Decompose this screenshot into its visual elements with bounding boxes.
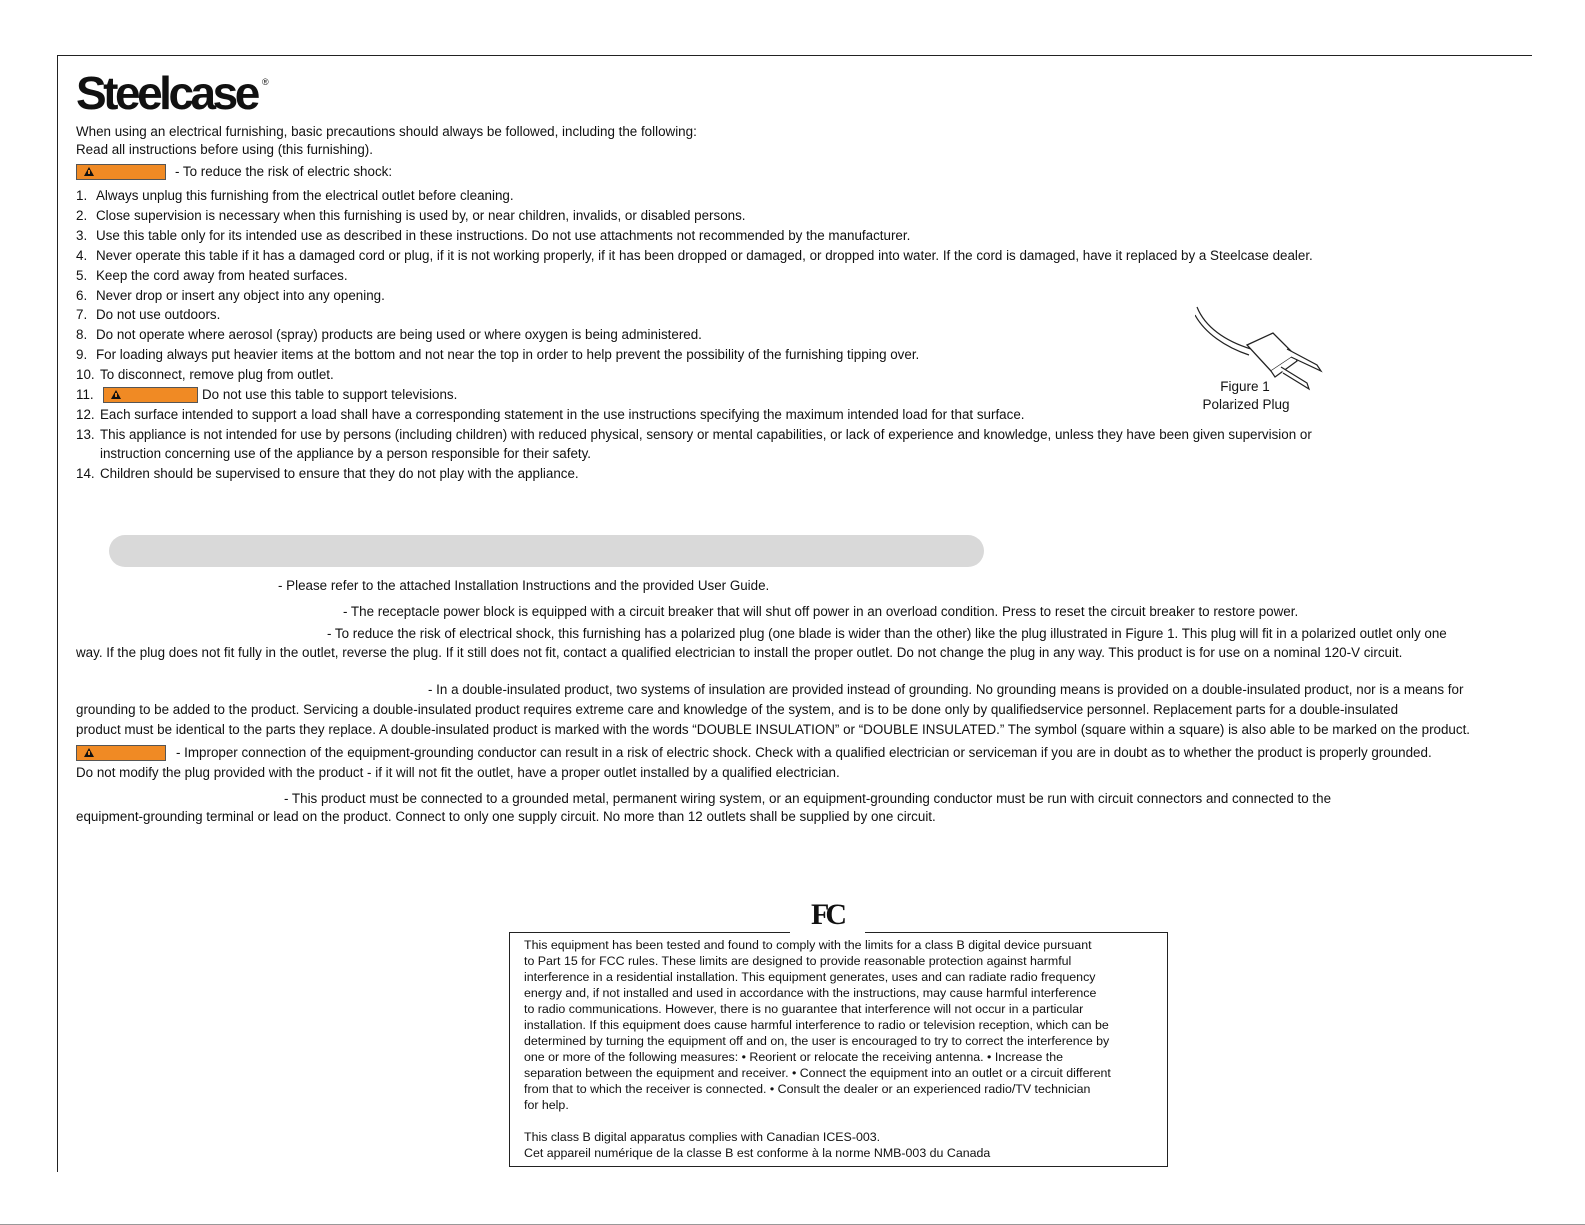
fcc-line: determined by turning the equipment off and on, the user is encouraged to try to correct the interference by	[524, 1034, 1110, 1048]
page-frame-top	[57, 55, 1532, 56]
fcc-line: This equipment has been tested and found to comply with the limits for a class B digital device pursuant	[524, 938, 1092, 952]
fcc-line: separation between the equipment and receiver. • Connect the equipment into an outlet or a circuit different	[524, 1066, 1111, 1080]
fcc-canada-fr: Cet appareil numérique de la classe B est conforme à la norme NMB-003 du Canada	[524, 1146, 991, 1160]
fcc-line: to radio communications. However, there is no guarantee that interference will not occur in a particular	[524, 1002, 1084, 1016]
list-item: 1. Always unplug this furnishing from the electrical outlet before cleaning.	[76, 188, 514, 203]
page-frame-left	[57, 55, 58, 1172]
warning-triangle-icon	[84, 748, 94, 757]
fcc-notice-text	[524, 937, 1164, 1161]
fcc-canada-en: This class B digital apparatus complies with Canadian ICES-003.	[524, 1130, 881, 1144]
warning-badge	[76, 745, 166, 761]
fcc-logo: FC	[811, 898, 843, 931]
fcc-line: energy and, if not installed and used in accordance with the instructions, may cause harmful interference	[524, 986, 1097, 1000]
warning-triangle-icon	[84, 167, 94, 176]
warning-badge	[76, 164, 166, 180]
list-item: 12. Each surface intended to support a load shall have a corresponding statement in the use instructions specifying the maximum intended load for that surface.	[76, 407, 1025, 422]
list-item-text: Do not use this table to support televisions.	[202, 387, 458, 402]
note-double-2: grounding to be added to the product. Servicing a double-insulated product requires extreme care and knowledge of the system, and is to be done only by qualifiedservice personnel. Replacement parts for a double-insulated	[76, 702, 1399, 717]
list-item: 8. Do not operate where aerosol (spray) products are being used or where oxygen is being administered.	[76, 327, 702, 342]
figure-caption-2: Polarized Plug	[1202, 397, 1290, 412]
note-perm-2: equipment-grounding terminal or lead on the product. Connect to only one supply circuit. No more than 12 outlets shall be supplied by one circuit.	[76, 809, 936, 824]
fcc-line: from that to which the receiver is connected. • Consult the dealer or an experienced radio/TV technician	[524, 1082, 1091, 1096]
steelcase-logo: Steelcase	[76, 67, 257, 119]
list-item: 13. This appliance is not intended for use by persons (including children) with reduced physical, sensory or mental capabilities, or lack of experience and knowledge, unless they have been given supervision or	[76, 427, 1312, 442]
note-double-3: product must be identical to the parts they replace. A double-insulated product is marked with the words “DOUBLE INSULATION” or “DOUBLE INSULATED.” The symbol (square within a square) is also able to be marked on the product.	[76, 722, 1471, 737]
note-ground-2: Do not modify the plug provided with the product - if it will not fit the outlet, have a proper outlet installed by a qualified electrician.	[76, 765, 840, 780]
note-breaker: - The receptacle power block is equipped with a circuit breaker that will shut off power in an overload condition. Press to reset the circuit breaker to restore power.	[343, 604, 1299, 619]
list-item: instruction concerning use of the appliance by a person responsible for their safety.	[100, 446, 592, 461]
figure-caption-1: Figure 1	[1220, 379, 1270, 394]
note-install: - Please refer to the attached Installation Instructions and the provided User Guide.	[278, 578, 770, 593]
note-polarized-1: - To reduce the risk of electrical shock, this furnishing has a polarized plug (one blade is wider than the other) like the plug illustrated in Figure 1. This plug will fit in a polarized outlet only one	[327, 626, 1447, 641]
list-item: 4. Never operate this table if it has a damaged cord or plug, if it is not working properly, if it has been dropped or damaged, or dropped into water. If the cord is damaged, have it replaced by a Steelcase dealer.	[76, 248, 1313, 263]
note-polarized-2: way. If the plug does not fit fully in the outlet, reverse the plug. If it still does not fit, contact a qualified electrician to install the proper outlet. Do not change the plug in any way. This product is for use on a nominal 120-V circuit.	[76, 645, 1403, 660]
list-item: 2. Close supervision is necessary when this furnishing is used by, or near children, invalids, or disabled persons.	[76, 208, 746, 223]
list-item: 10. To disconnect, remove plug from outlet.	[76, 367, 334, 382]
list-item: 9. For loading always put heavier items at the bottom and not near the top in order to help prevent the possibility of the furnishing tipping over.	[76, 347, 920, 362]
list-item: 5. Keep the cord away from heated surfaces.	[76, 268, 348, 283]
fcc-line: to Part 15 for FCC rules. These limits are designed to provide reasonable protection against harmful	[524, 954, 1072, 968]
registered-mark: ®	[262, 77, 269, 87]
warning-triangle-icon	[111, 390, 121, 399]
section-header-bar	[109, 535, 984, 567]
list-item: 6. Never drop or insert any object into any opening.	[76, 288, 385, 303]
fcc-line: interference in a residential installation. This equipment generates, uses and can radiate radio frequency	[524, 970, 1096, 984]
list-item: 3. Use this table only for its intended use as described in these instructions. Do not use attachments not recommended by the manufacturer.	[76, 228, 911, 243]
warning-badge	[103, 387, 198, 403]
list-item: 11.	[76, 387, 94, 402]
fcc-line: installation. If this equipment does cause harmful interference to radio or television reception, which can be	[524, 1018, 1109, 1032]
list-item: 7. Do not use outdoors.	[76, 307, 221, 322]
fcc-line: one or more of the following measures: • Reorient or relocate the receiving antenna. • Increase the	[524, 1050, 1064, 1064]
warning-line: - To reduce the risk of electric shock:	[175, 164, 393, 179]
list-item: 14. Children should be supervised to ensure that they do not play with the appliance.	[76, 466, 579, 481]
note-double-1: - In a double-insulated product, two systems of insulation are provided instead of grounding. No grounding means is provided on a double-insulated product, nor is a means for	[428, 682, 1464, 697]
note-ground-1: - Improper connection of the equipment-grounding conductor can result in a risk of electric shock. Check with a qualified electrician or serviceman if you are in doubt as to whether the product is properly grounded.	[176, 745, 1432, 760]
note-perm-1: - This product must be connected to a grounded metal, permanent wiring system, or an equipment-grounding conductor must be run with circuit connectors and connected to the	[284, 791, 1332, 806]
fcc-line: for help.	[524, 1098, 569, 1112]
intro-line-1: When using an electrical furnishing, basic precautions should always be followed, including the following:	[76, 124, 697, 139]
intro-line-2: Read all instructions before using (this furnishing).	[76, 142, 373, 157]
